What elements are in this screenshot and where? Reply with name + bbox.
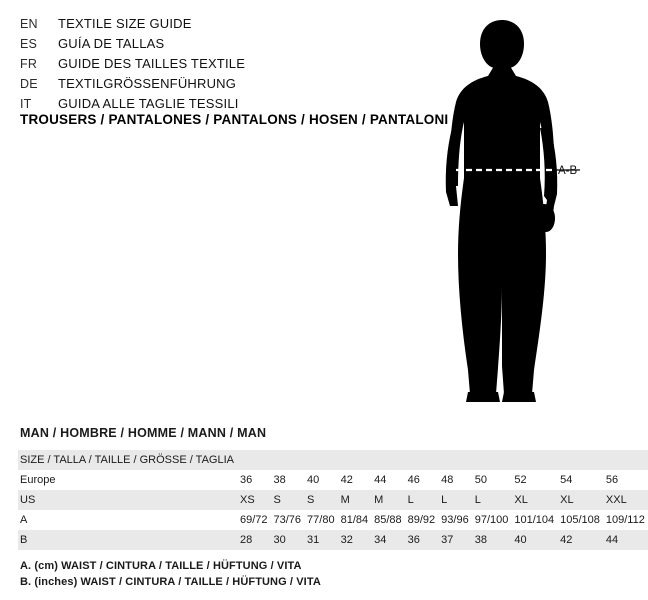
cell: XL [557, 490, 603, 510]
cell: 52 [514, 474, 527, 486]
row-label: US [18, 490, 237, 510]
language-title-list [20, 14, 420, 114]
cell: 36 [239, 474, 253, 486]
cell [438, 450, 472, 470]
cell: S [271, 490, 305, 510]
cell [603, 450, 648, 470]
footnote-a: A. (cm) WAIST / CINTURA / TAILLE / HÜFTUNG / VITA [20, 560, 302, 572]
cell: 109/112 [605, 514, 645, 526]
cell: 105/108 [560, 514, 600, 526]
cell: XXL [603, 490, 648, 510]
cell [557, 450, 603, 470]
language-title: TEXTILGRÖSSENFÜHRUNG [58, 76, 237, 91]
cell: 31 [304, 530, 338, 550]
table-row-size-header [18, 450, 648, 470]
cell: L [405, 490, 439, 510]
cell: 101/104 [514, 514, 555, 526]
cell: 28 [237, 530, 271, 550]
figure-area [420, 10, 595, 410]
cell [304, 450, 338, 470]
cell [405, 450, 439, 470]
cell: S [304, 490, 338, 510]
cell [472, 450, 512, 470]
table-heading: MAN / HOMBRE / HOMME / MANN / MAN [20, 426, 267, 440]
cell: L [438, 490, 472, 510]
row-label: SIZE / TALLA / TAILLE / GRÖSSE / TAGLIA [18, 450, 237, 470]
cell: 38 [273, 474, 286, 486]
cell: 54 [560, 474, 573, 486]
language-code: FR [20, 57, 38, 71]
cell [271, 450, 305, 470]
language-row [20, 54, 420, 74]
cell: 44 [603, 530, 648, 550]
language-row [20, 94, 420, 114]
language-code: ES [20, 37, 38, 51]
row-label: Europe [20, 474, 56, 486]
table-row-b [18, 530, 648, 550]
table-row-a [18, 510, 648, 530]
cell: 34 [371, 530, 405, 550]
language-code: DE [20, 77, 38, 91]
cell [237, 450, 271, 470]
cell [338, 450, 372, 470]
cell: 89/92 [407, 514, 436, 526]
footnote-b: B. (inches) WAIST / CINTURA / TAILLE / HÜFTUNG / VITA [20, 576, 321, 588]
cell: 42 [557, 530, 603, 550]
cell: 37 [438, 530, 472, 550]
language-row [20, 74, 420, 94]
standing-man-silhouette-icon [420, 10, 595, 410]
cell: 77/80 [307, 514, 335, 526]
size-table [18, 450, 648, 550]
cell: 69/72 [239, 514, 268, 526]
table-row-europe [18, 470, 648, 490]
language-title: TEXTILE SIZE GUIDE [58, 16, 192, 31]
language-row [20, 14, 420, 34]
footnotes [20, 558, 321, 590]
cell: L [472, 490, 512, 510]
cell: 38 [472, 530, 512, 550]
language-title: GUÍA DE TALLAS [58, 36, 165, 51]
cell: 40 [511, 530, 557, 550]
cell: XL [511, 490, 557, 510]
language-title: GUIDE DES TAILLES TEXTILE [58, 56, 246, 71]
cell: 97/100 [474, 514, 509, 526]
language-title: GUIDA ALLE TAGLIE TESSILI [58, 96, 239, 111]
cell: 73/76 [273, 514, 302, 526]
row-label: B [18, 530, 237, 550]
cell: 32 [338, 530, 372, 550]
cell: 44 [374, 474, 387, 486]
cell: 30 [271, 530, 305, 550]
cell: 93/96 [441, 514, 469, 526]
cell: 46 [407, 474, 420, 486]
cell [371, 450, 405, 470]
cell: 85/88 [374, 514, 402, 526]
measure-label-ab: A-B [558, 165, 578, 177]
cell: XS [237, 490, 271, 510]
cell: 40 [307, 474, 320, 486]
row-label: A [20, 514, 28, 526]
cell: 50 [474, 474, 487, 486]
cell: 48 [441, 474, 454, 486]
cell: 42 [340, 474, 353, 486]
page-title: TROUSERS / PANTALONES / PANTALONS / HOSEN / PANTALONI [20, 112, 449, 127]
language-row [20, 34, 420, 54]
cell: M [371, 490, 405, 510]
language-code: EN [20, 17, 38, 31]
table-row-us [18, 490, 648, 510]
cell: 56 [605, 474, 619, 486]
language-code: IT [20, 97, 32, 111]
cell: 81/84 [340, 514, 369, 526]
cell: M [338, 490, 372, 510]
cell: 36 [405, 530, 439, 550]
cell [511, 450, 557, 470]
